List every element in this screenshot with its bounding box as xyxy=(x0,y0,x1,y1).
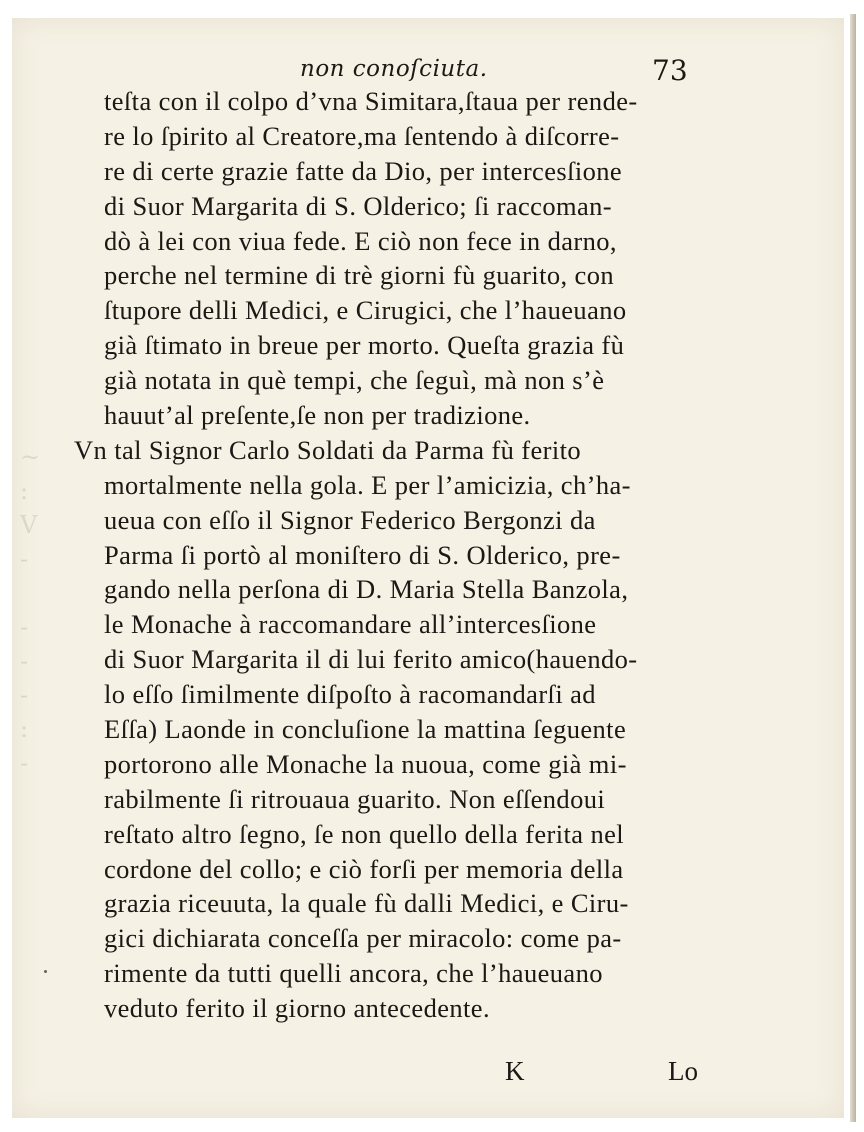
running-head: non conoſciuta. xyxy=(300,56,488,82)
text-line: lo eſſo ſimilmente diſpoſto à racomandarſi ad xyxy=(104,679,596,710)
text-line: cordone del collo; e ciò forſi per memoria della xyxy=(104,853,624,884)
signature-mark: K xyxy=(505,1056,525,1086)
text-line: veduto ferito il giorno antecedente. xyxy=(104,993,490,1024)
text-line: re lo ſpirito al Creatore,ma ſentendo à diſcorre- xyxy=(104,120,620,151)
text-line: ueua con eſſo il Signor Federico Bergonzi da xyxy=(104,504,596,535)
text-line: Parma ſi portò al moniſtero di S. Olderico, pre- xyxy=(104,539,621,570)
text-line: teſta con il colpo d’vna Simitara,ſtaua per rende- xyxy=(104,86,638,116)
text-line: gando nella perſona di D. Maria Stella Banzola, xyxy=(104,574,629,605)
text-line: ſtupore delli Medici, e Cirugici, che l’haueuano xyxy=(104,295,627,326)
paragraph-start-line: Vn tal Signor Carlo Soldati da Parma fù ferito xyxy=(74,434,582,465)
text-line: le Monache à raccomandare all’intercesſione xyxy=(104,609,597,640)
body-text xyxy=(74,84,744,1026)
text-line: rabilmente ſi ritrouaua guarito. Non eſſendoui xyxy=(104,783,606,814)
page-number: 73 xyxy=(652,54,688,87)
text-line: mortalmente nella gola. E per l’amicizia, ch’ha- xyxy=(104,469,631,500)
page-footer xyxy=(0,1056,864,1096)
catchword: Lo xyxy=(668,1056,698,1086)
text-line: Eſſa) Laonde in concluſione la mattina ſeguente xyxy=(104,714,627,745)
text-line: hauut’al preſente,ſe non per tradizione. xyxy=(104,400,531,431)
text-line: reſtato altro ſegno, ſe non quello della ferita nel xyxy=(104,818,625,849)
page-edge-shadow xyxy=(850,14,856,1122)
ink-speck xyxy=(44,970,47,973)
text-line: di Suor Margarita di S. Olderico; ſi raccoman- xyxy=(104,190,613,221)
text-line: di Suor Margarita il di lui ferito amico(hauendo- xyxy=(104,644,638,675)
text-line: re di certe grazie fatte da Dio, per intercesſione xyxy=(104,155,623,186)
text-line: portorono alle Monache la nuoua, come già mi- xyxy=(104,748,627,779)
text-line: già notata in què tempi, che ſeguì, mà non s’è xyxy=(104,365,605,396)
text-line: dò à lei con viua fede. E ciò non fece in darno, xyxy=(104,225,617,256)
text-line: rimente da tutti quelli ancora, che l’haueuano xyxy=(104,958,603,989)
text-line: già ſtimato in breue per morto. Queſta grazia fù xyxy=(104,330,625,361)
text-line: gici dichiarata conceſſa per miracolo: come pa- xyxy=(104,923,622,954)
text-line: grazia riceuuta, la quale fù dalli Medici, e Ciru- xyxy=(104,888,629,919)
text-line: perche nel termine di trè giorni fù guarito, con xyxy=(104,260,615,291)
